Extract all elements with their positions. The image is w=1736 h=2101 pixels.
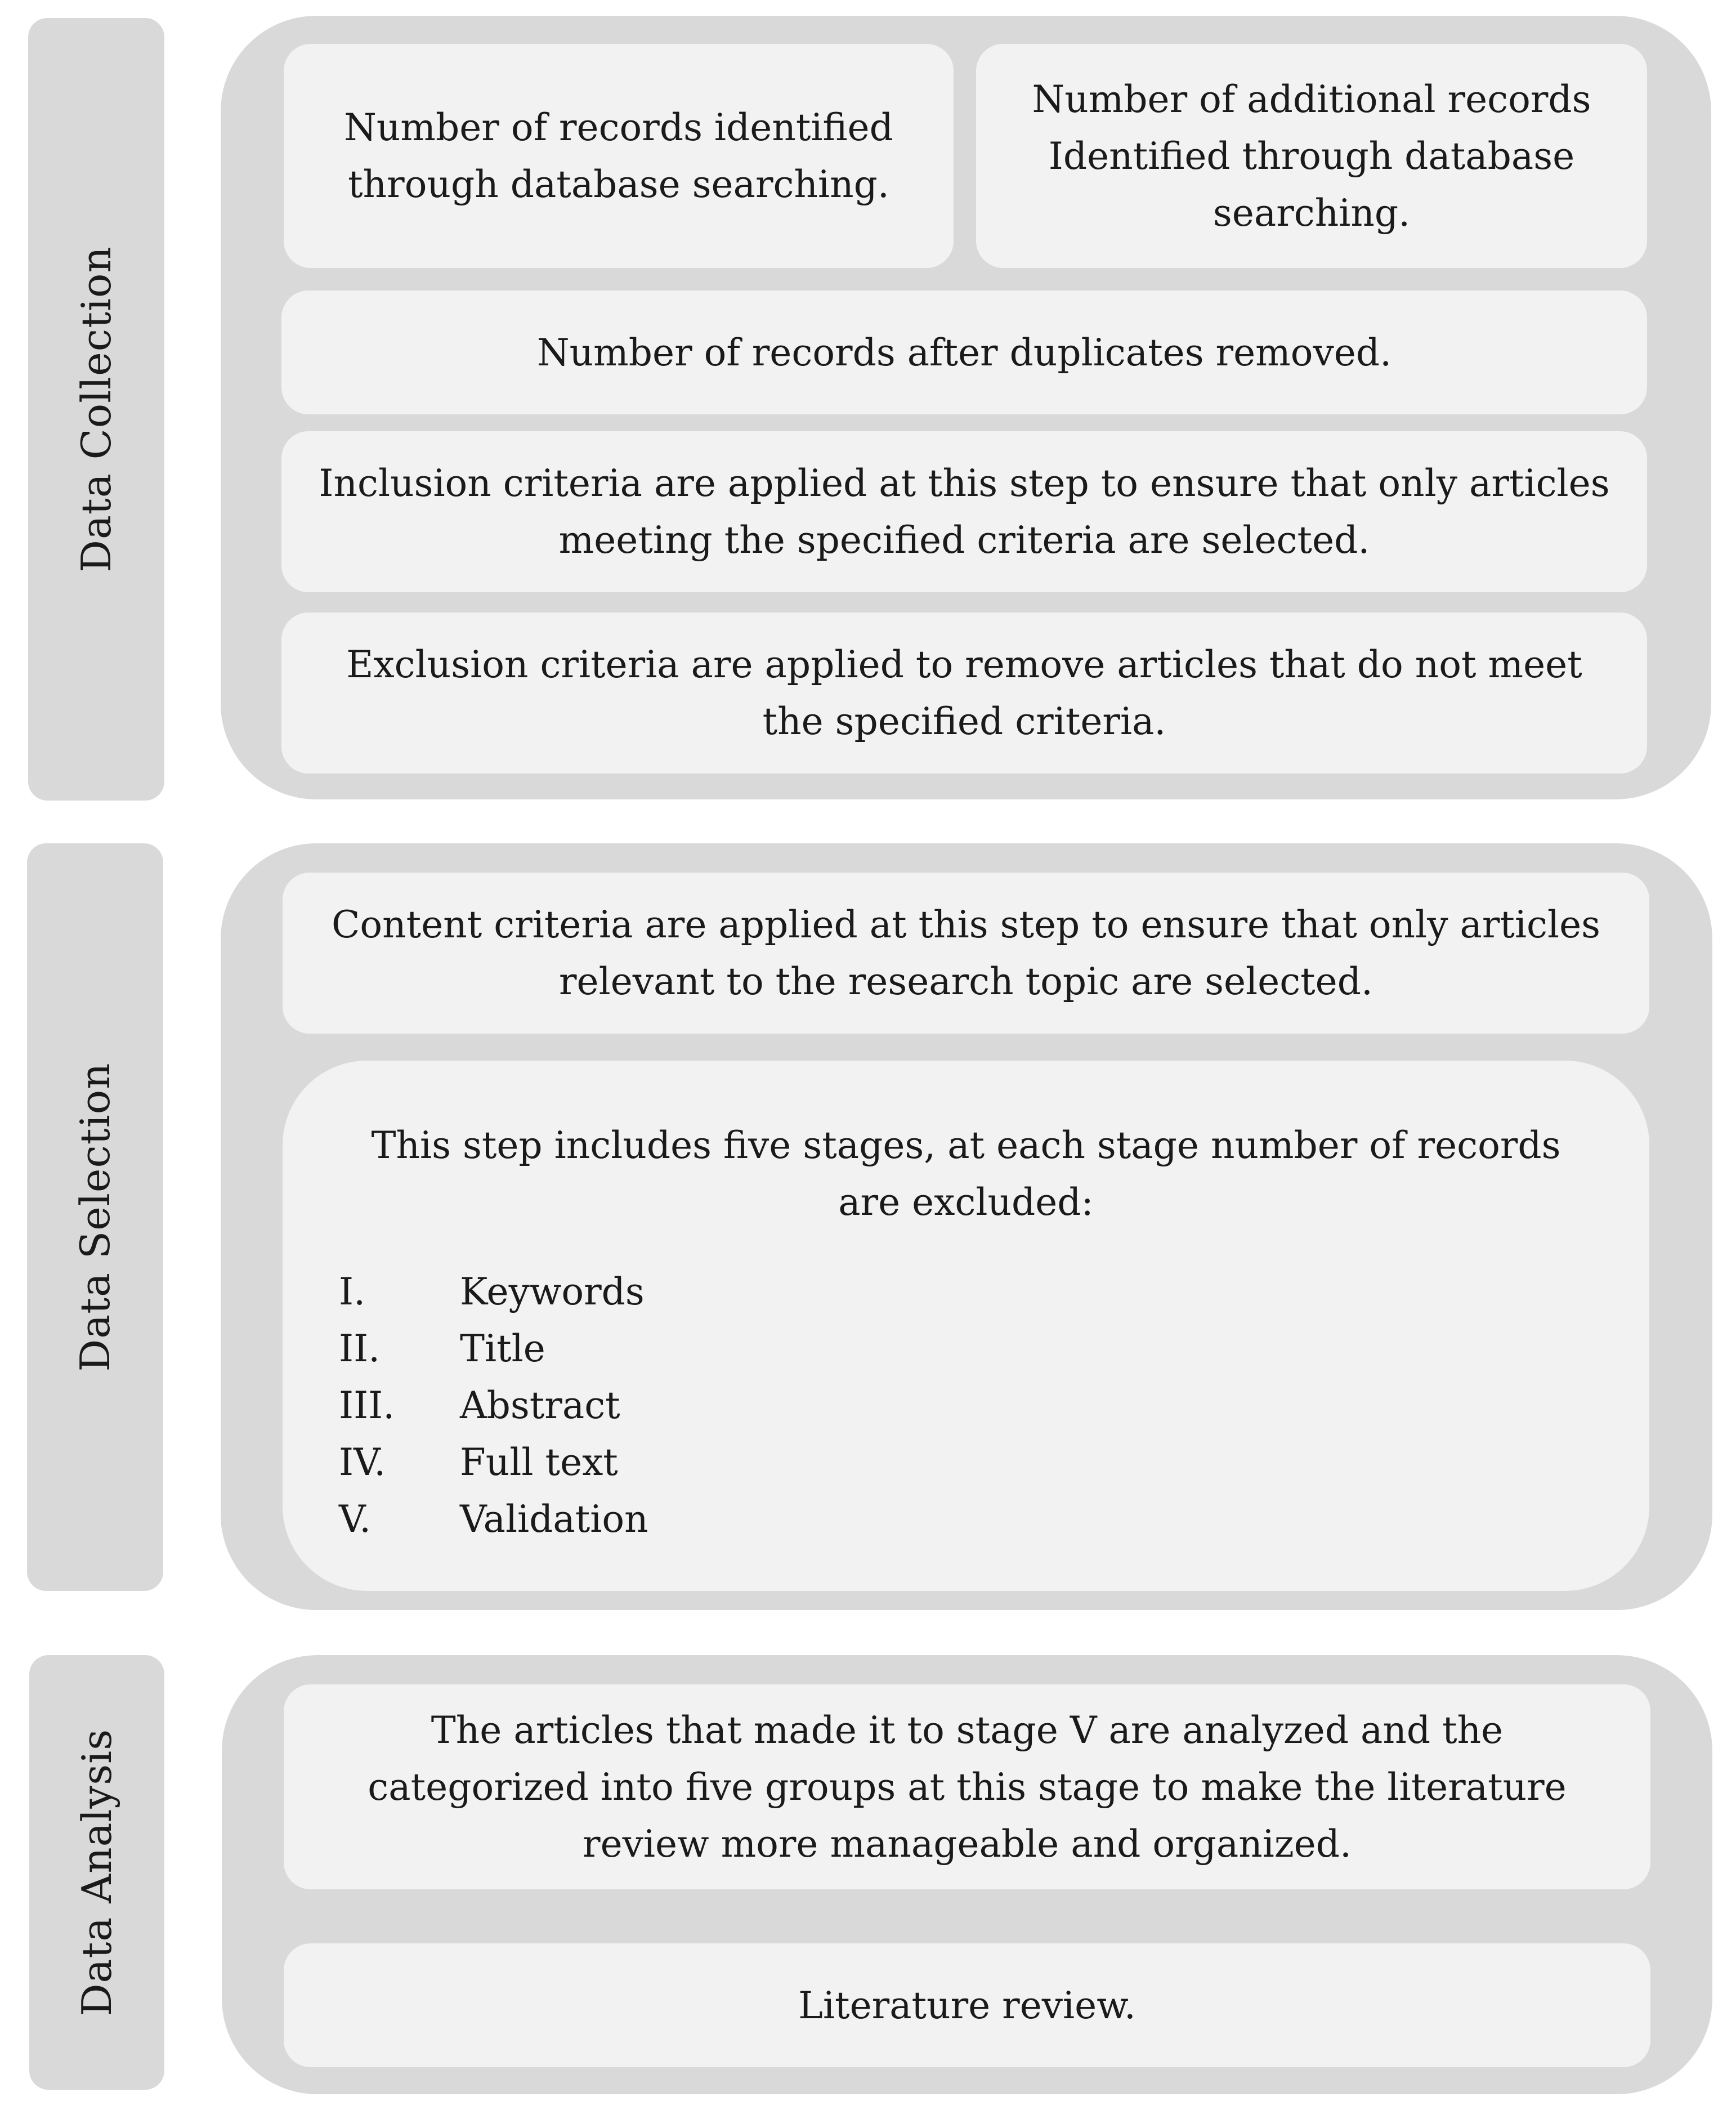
stage-numeral: IV. bbox=[339, 1441, 386, 1484]
stage-name: Full text bbox=[460, 1441, 618, 1484]
step-text: Exclusion criteria are applied to remove articles that do not meet the specified criteria. bbox=[346, 643, 1582, 743]
step-literature-review bbox=[284, 1943, 1650, 2067]
stage-name: Title bbox=[460, 1327, 545, 1370]
step-duplicates-removed bbox=[281, 290, 1647, 414]
step-exclusion-criteria bbox=[281, 613, 1647, 774]
stage-item-full-text bbox=[339, 1434, 648, 1491]
phase-label-data-selection bbox=[27, 843, 163, 1591]
stage-name: Keywords bbox=[460, 1270, 645, 1313]
step-text: Literature review. bbox=[798, 1983, 1136, 2027]
phase-label-data-collection bbox=[28, 18, 164, 801]
stage-item-keywords bbox=[339, 1263, 648, 1320]
step-text: Number of records identified through database searching. bbox=[344, 106, 893, 206]
phase-group-data-analysis bbox=[222, 1655, 1712, 2094]
step-text: Number of additional records Identified through database searching. bbox=[1032, 77, 1591, 235]
phase-label-text: Data Collection bbox=[73, 246, 120, 573]
stage-numeral: I. bbox=[339, 1270, 366, 1313]
step-additional-records bbox=[976, 44, 1647, 268]
stage-numeral: III. bbox=[339, 1384, 395, 1427]
phase-label-data-analysis bbox=[29, 1655, 164, 2090]
step-content-criteria bbox=[283, 873, 1649, 1034]
step-inclusion-criteria bbox=[281, 431, 1647, 592]
phase-group-data-selection bbox=[221, 843, 1712, 1610]
step-articles-analyzed bbox=[284, 1684, 1650, 1889]
stage-list bbox=[339, 1263, 648, 1548]
step-text: Number of records after duplicates removed. bbox=[536, 330, 1392, 374]
phase-label-text: Data Selection bbox=[71, 1062, 119, 1372]
stage-item-title bbox=[339, 1320, 648, 1377]
stage-numeral: V. bbox=[339, 1497, 372, 1541]
step-text: Content criteria are applied at this step to ensure that only articles relevant to the research topic are selected. bbox=[331, 903, 1601, 1003]
stage-name: Validation bbox=[460, 1497, 648, 1541]
phase-group-data-collection bbox=[221, 16, 1711, 799]
step-five-stages bbox=[283, 1061, 1649, 1591]
stage-item-validation bbox=[339, 1491, 648, 1548]
stages-intro-text: This step includes five stages, at each stage number of records are excluded: bbox=[371, 1124, 1561, 1224]
stage-item-abstract bbox=[339, 1377, 648, 1434]
step-records-identified bbox=[284, 44, 954, 268]
step-text: Inclusion criteria are applied at this step to ensure that only articles meeting the specified criteria are selected. bbox=[319, 462, 1610, 562]
stage-numeral: II. bbox=[339, 1327, 381, 1370]
stage-name: Abstract bbox=[460, 1384, 620, 1427]
step-text: The articles that made it to stage V are analyzed and the categorized into five groups at this stage to make the literature review more manageable and organized. bbox=[368, 1708, 1567, 1866]
phase-label-text: Data Analysis bbox=[73, 1728, 120, 2017]
